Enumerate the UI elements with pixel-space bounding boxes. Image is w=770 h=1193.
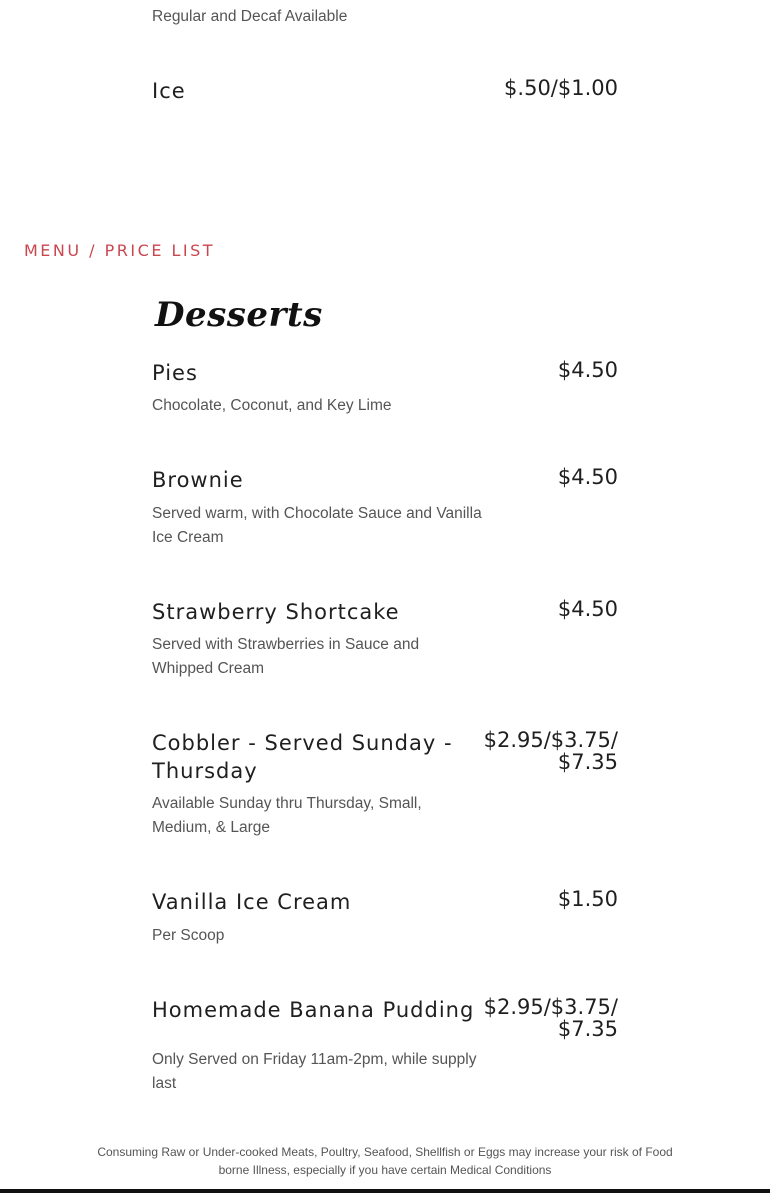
coffee-description: Regular and Decaf Available: [152, 8, 348, 25]
bottom-divider: [0, 1189, 770, 1193]
menu-item-ice-cream-description: Per Scoop: [152, 927, 225, 944]
menu-item-shortcake-name: Strawberry Shortcake: [152, 600, 400, 624]
menu-item-banana-pudding-name: Homemade Banana Pudding: [152, 998, 475, 1022]
menu-item-shortcake-description: Served with Strawberries in Sauce and Whipped Cream: [152, 636, 420, 677]
menu-item-ice-name: Ice: [152, 79, 186, 103]
menu-item-ice-cream-price: $1.50: [557, 887, 618, 911]
menu-item-banana-pudding-description: Only Served on Friday 11am-2pm, while supply last: [152, 1051, 477, 1092]
food-safety-disclaimer: Consuming Raw or Under-cooked Meats, Poultry, Seafood, Shellfish or Eggs may increase your risk of Food borne Illness, especially if you have certain Medical Conditions: [97, 1145, 673, 1177]
menu-item-shortcake-price: $4.50: [557, 597, 618, 621]
menu-item-ice-cream-name: Vanilla Ice Cream: [152, 890, 352, 914]
menu-item-cobbler-name: Cobbler - Served Sunday - Thursday: [152, 731, 453, 783]
menu-item-pies-description: Chocolate, Coconut, and Key Lime: [152, 397, 392, 414]
section-heading: Desserts: [155, 295, 323, 335]
section-label: MENU / PRICE LIST: [24, 241, 216, 260]
menu-item-brownie-name: Brownie: [152, 468, 244, 492]
menu-item-cobbler-price: $2.95/$3.75/$7.35: [483, 728, 618, 774]
menu-item-brownie-description: Served warm, with Chocolate Sauce and Vanilla Ice Cream: [152, 505, 482, 546]
menu-item-pies-name: Pies: [152, 361, 198, 385]
menu-item-banana-pudding-price: $2.95/$3.75/$7.35: [483, 995, 618, 1041]
menu-item-pies-price: $4.50: [557, 358, 618, 382]
menu-item-cobbler-description: Available Sunday thru Thursday, Small, Medium, & Large: [152, 795, 422, 836]
menu-item-brownie-price: $4.50: [557, 465, 618, 489]
menu-item-ice-price: $.50/$1.00: [504, 76, 618, 100]
